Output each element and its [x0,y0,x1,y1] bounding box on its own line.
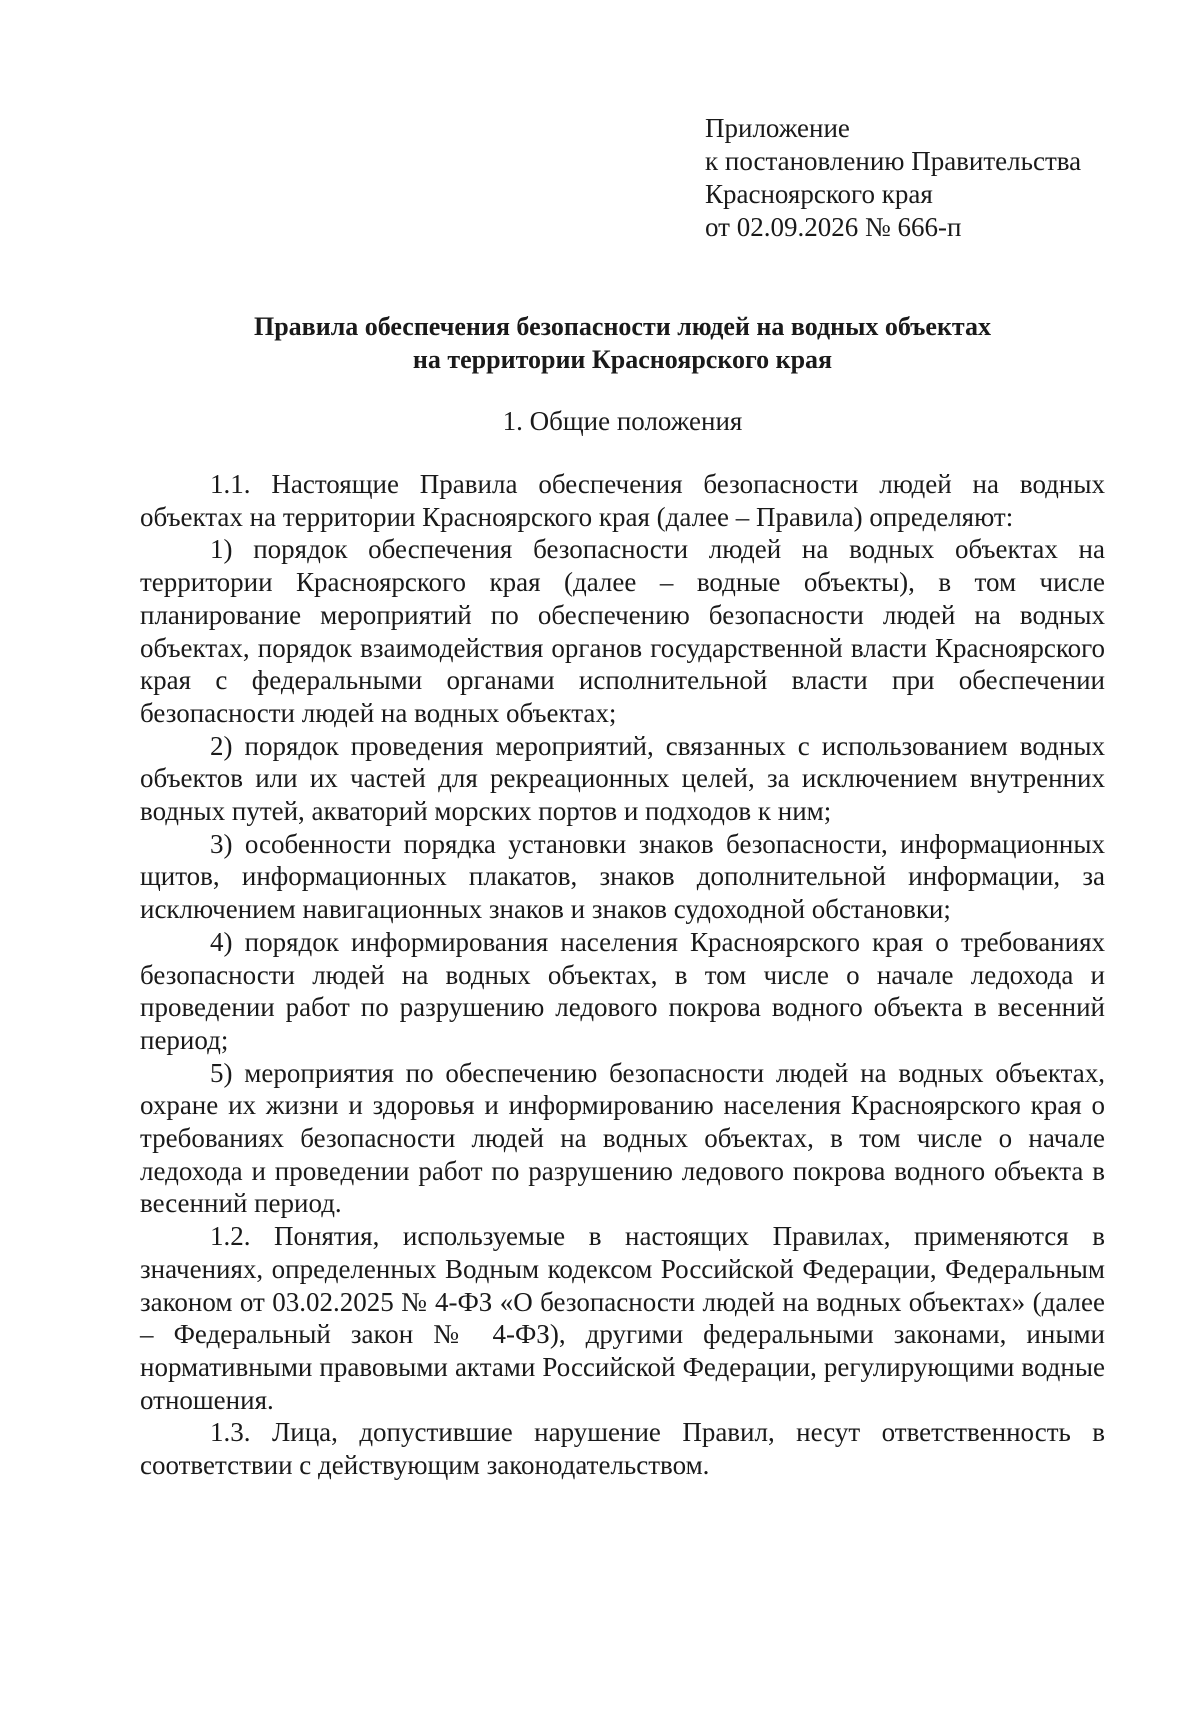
title-line: на территории Красноярского края [412,345,833,374]
document-title [140,310,1105,376]
title-line: Правила обеспечения безопасности людей на водных объектах [253,312,992,341]
appendix-line: к постановлению Правительства [705,146,1082,176]
paragraph-1-3: 1.3. Лица, допустившие нарушение Правил, несут ответственность в соответствии с действующим законодательством. [140,1417,1105,1481]
document-body [140,468,1105,1482]
paragraph-item-2: 2) порядок проведения мероприятий, связанных с использованием водных объектов или их частей для рекреационных целей, за исключением внутренних водных путей, акваторий морских портов и подходов к ним; [140,730,1105,827]
section-heading: 1. Общие положения [502,406,743,436]
paragraph-1-1: 1.1. Настоящие Правила обеспечения безопасности людей на водных объектах на территории Красноярского края (далее – Правила) определяют: [140,469,1105,532]
paragraph-item-5: 5) мероприятия по обеспечению безопасности людей на водных объектах, охране их жизни и здоровья и информированию населения Красноярского края о требованиях безопасности людей на водных объектах, в том числе о начале ледохода и проведении работ по разрушению ледового покрова водного объекта в весенний период. [140,1057,1105,1219]
appendix-line: Красноярского края [705,179,933,209]
paragraph-item-4: 4) порядок информирования населения Красноярского края о требованиях безопасности людей на водных объектах, в том числе о начале ледохода и проведении работ по разрушению ледового покрова водного объекта в весенний период; [140,926,1105,1055]
appendix-block [705,112,1081,244]
appendix-line: от 02.09.2026 № 666-п [705,212,962,242]
paragraph-1-2: 1.2. Понятия, используемые в настоящих Правилах, применяются в значениях, определенных Водным кодексом Российской Федерации, Федеральным законом от 03.02.2025 № 4-ФЗ «О безопасности людей на водных объектах» (далее – Федеральный закон № 4-ФЗ), другими федеральными законами, иными нормативными правовыми актами Российской Федерации, регулирующими водные отношения. [140,1221,1105,1415]
paragraph-item-1: 1) порядок обеспечения безопасности людей на водных объектах на территории Красноярского края (далее – водные объекты), в том числе планирование мероприятий по обеспечению безопасности людей на водных объектах, порядок взаимодействия органов государственной власти Красноярского края с федеральными органами исполнительной власти при обеспечении безопасности людей на водных объектах; [140,534,1105,728]
paragraph-item-3: 3) особенности порядка установки знаков безопасности, информационных щитов, информационных плакатов, знаков дополнительной информации, за исключением навигационных знаков и знаков судоходной обстановки; [140,828,1105,925]
appendix-line: Приложение [705,113,850,143]
